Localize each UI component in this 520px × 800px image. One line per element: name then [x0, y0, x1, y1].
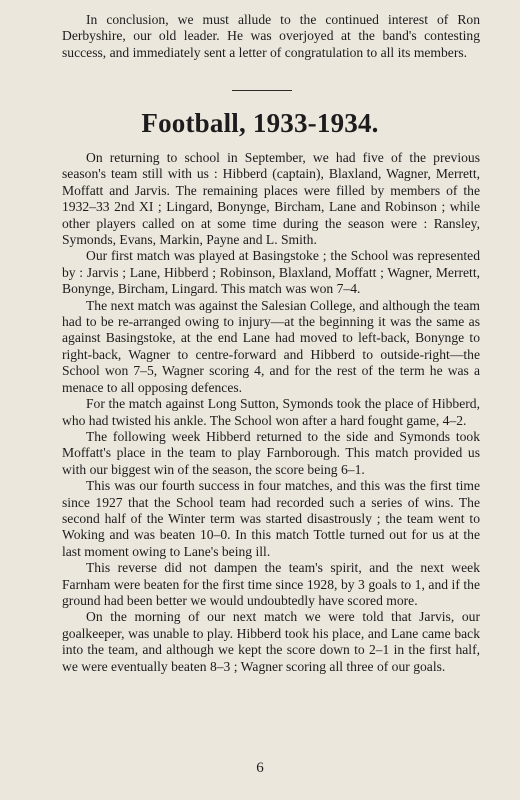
section-divider [232, 90, 292, 91]
page-number: 6 [256, 760, 264, 776]
paragraph: The next match was against the Salesian College, and although the team had to be re-arranged owing to injury—at the beginning it was the same as against Basingstoke, at the end Lane had moved to left-back, Bonynge to right-back, Wagner to centre-forward and Hibberd to outside-right—the School won 7–5, Wagner scoring 4, and for the rest of the term he was a menace to all opposing defences. [62, 297, 480, 395]
article-title: Football, 1933-1934. [141, 108, 379, 138]
paragraph: This reverse did not dampen the team's spirit, and the next week Farnham were beaten for the first time since 1928, by 3 goals to 1, and if the ground had been better we would undoubtedly have scored more. [62, 560, 480, 608]
paragraph: This was our fourth success in four matches, and this was the first time since 1927 that the School team had recorded such a series of wins. The second half of the Winter term was started disastrously ; the team went to Woking and was beaten 10–0. In this match Tottle turned out for us at the last moment owing to Lane's being ill. [62, 478, 480, 559]
article-body [62, 150, 480, 675]
paragraph: On the morning of our next match we were told that Jarvis, our goalkeeper, was unable to play. Hibberd took his place, and Lane came back into the team, and although we kept the score down to 2–1 in the first half, we were eventually beaten 8–3 ; Wagner scoring all three of our goals. [62, 609, 480, 674]
paragraph: Our first match was played at Basingstoke ; the School was represented by : Jarvis ; Lane, Hibberd ; Robinson, Blaxland, Moffatt ; Wagner, Merrett, Bonynge, Bircham, Lingard. This match was won 7–4. [62, 248, 480, 297]
intro-paragraph: In conclusion, we must allude to the continued interest of Ron Derbyshire, our old leader. He was overjoyed at the band's contesting success, and immediately sent a letter of congratulation to all its members. [62, 12, 480, 60]
paragraph: The following week Hibberd returned to the side and Symonds took Moffatt's place in the team to play Farnborough. This match provided us with our biggest win of the season, the score being 6–1. [62, 428, 480, 477]
intro-section [62, 12, 480, 61]
paragraph: On returning to school in September, we had five of the previous season's team still with us : Hibberd (captain), Blaxland, Wagner, Merrett, Moffatt and Jarvis. The remaining places were filled by members of the 1932–33 2nd XI ; Lingard, Bonynge, Bircham, Lane and Robinson ; while other players called on at some time during the season were : Ransley, Symonds, Evans, Markin, Payne and L. Smith. [62, 150, 480, 248]
paragraph: For the match against Long Sutton, Symonds took the place of Hibberd, who had twisted his ankle. The School won after a hard fought game, 4–2. [62, 396, 480, 428]
